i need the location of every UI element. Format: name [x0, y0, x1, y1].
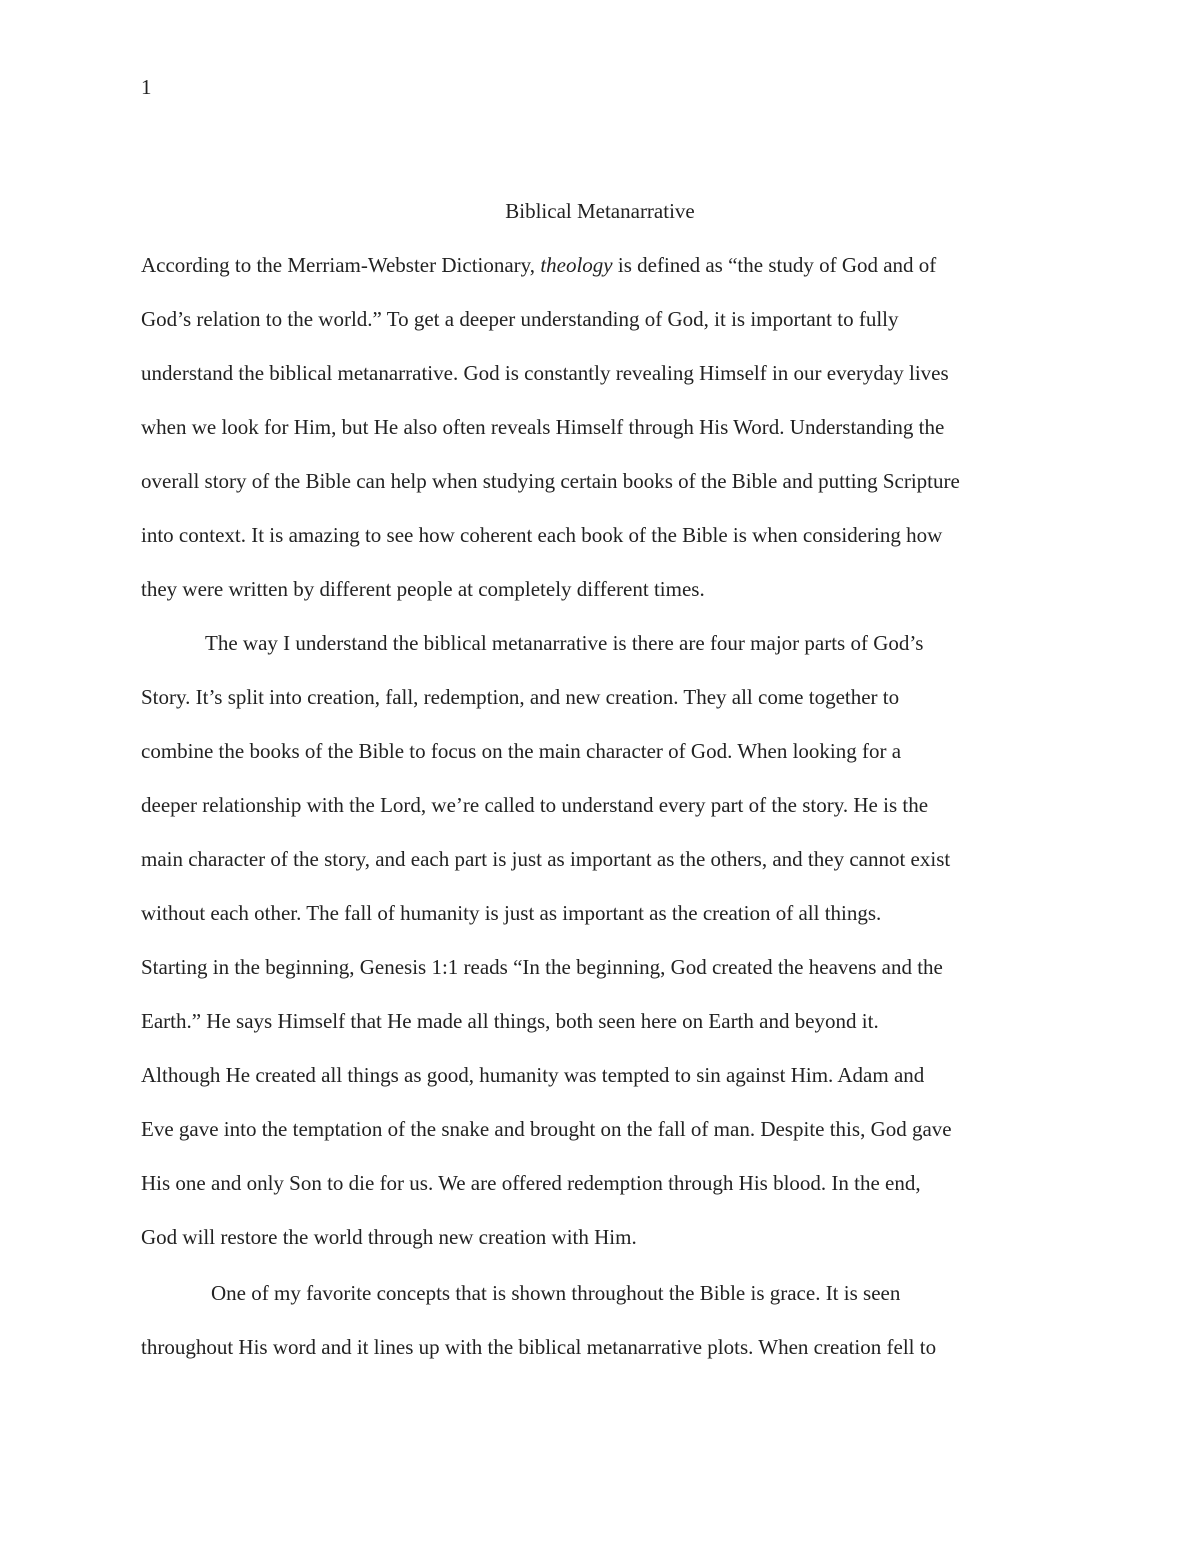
paragraph-line: overall story of the Bible can help when studying certain books of the Bible and putting Scripture [141, 469, 960, 493]
paragraph-line: throughout His word and it lines up with the biblical metanarrative plots. When creation fell to [141, 1335, 937, 1359]
paragraph-line: Although He created all things as good, humanity was tempted to sin against Him. Adam and [141, 1063, 925, 1087]
paragraph-line: they were written by different people at completely different times. [141, 577, 705, 601]
paragraph-line: without each other. The fall of humanity is just as important as the creation of all things. [141, 901, 882, 925]
paragraph-line: Starting in the beginning, Genesis 1:1 reads “In the beginning, God created the heavens and the [141, 955, 943, 979]
paragraph-line: understand the biblical metanarrative. God is constantly revealing Himself in our everyday lives [141, 361, 949, 385]
paragraph-line: Story. It’s split into creation, fall, redemption, and new creation. They all come together to [141, 685, 900, 709]
paragraph-line: Eve gave into the temptation of the snake and brought on the fall of man. Despite this, God gave [141, 1117, 952, 1141]
paragraph-line: According to the Merriam-Webster Dictionary, theology is defined as “the study of God and of [141, 253, 937, 277]
paragraph-line: main character of the story, and each part is just as important as the others, and they cannot exist [141, 847, 951, 871]
paragraph-line: One of my favorite concepts that is shown throughout the Bible is grace. It is seen [211, 1281, 901, 1305]
paragraph-line: The way I understand the biblical metanarrative is there are four major parts of God’s [205, 631, 924, 655]
emphasized-term: theology [540, 253, 613, 277]
paragraph-line: when we look for Him, but He also often reveals Himself through His Word. Understanding the [141, 415, 945, 439]
paragraph-line: God’s relation to the world.” To get a deeper understanding of God, it is important to fully [141, 307, 899, 331]
document-title: Biblical Metanarrative [505, 199, 695, 223]
paragraph-line: deeper relationship with the Lord, we’re called to understand every part of the story. He is the [141, 793, 929, 817]
paragraph-line: His one and only Son to die for us. We are offered redemption through His blood. In the end, [141, 1171, 921, 1195]
paragraph-line: God will restore the world through new creation with Him. [141, 1225, 637, 1249]
paragraph-line: into context. It is amazing to see how coherent each book of the Bible is when considering how [141, 523, 943, 547]
paragraph-line: combine the books of the Bible to focus on the main character of God. When looking for a [141, 739, 902, 763]
page-number: 1 [141, 75, 152, 99]
paragraph-line: Earth.” He says Himself that He made all things, both seen here on Earth and beyond it. [141, 1009, 879, 1033]
